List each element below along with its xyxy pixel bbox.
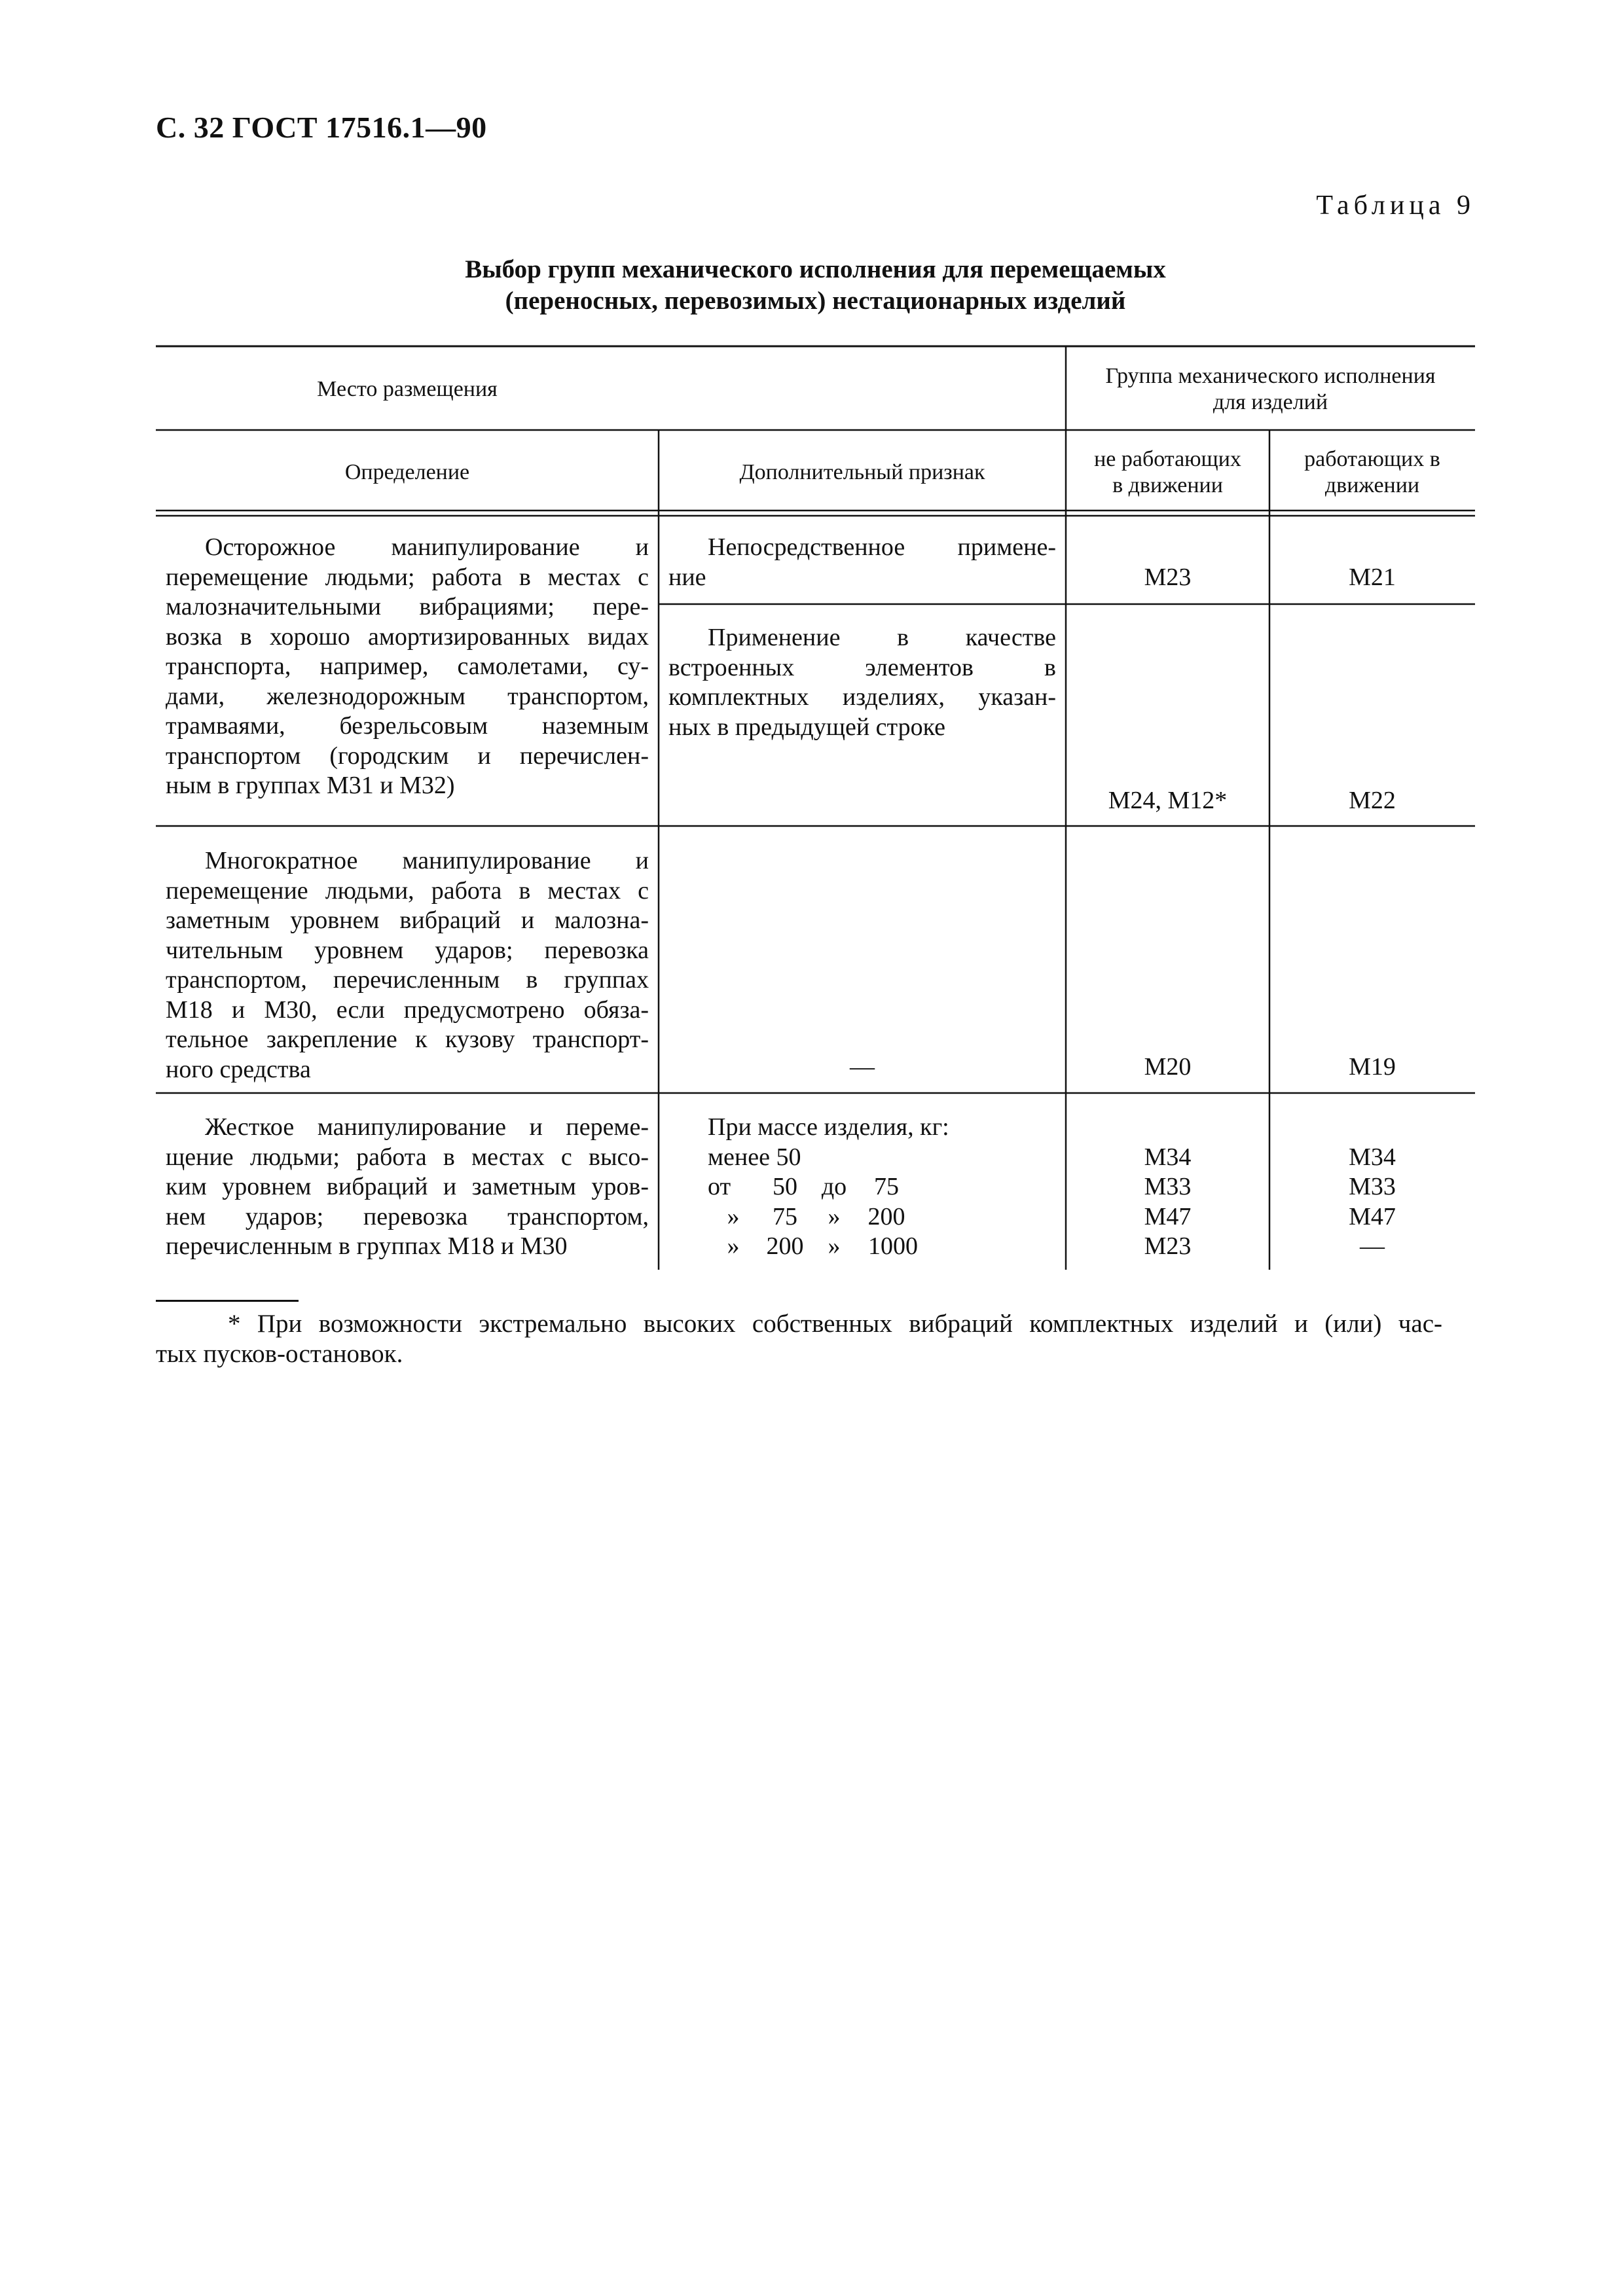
- row1-definition-line: перемещение людьми; работа в местах с: [166, 563, 649, 591]
- mass-range-to: 200: [867, 1202, 905, 1230]
- row1-definition-line: малозначительными вибрациями; пере-: [166, 593, 649, 620]
- row1-definition-line: возка в хорошо амортизированных видах: [166, 622, 649, 651]
- table-label: Таблица 9: [1316, 190, 1475, 221]
- row1-sub2-additional-line: встроенных элементов в: [668, 653, 1056, 681]
- row2-definition-line: Многократное манипулирование и: [205, 847, 649, 874]
- row3-definition-line: Жесткое манипулирование и переме-: [205, 1113, 649, 1141]
- row1-definition-line: транспортом (городским и перечислен-: [166, 742, 649, 770]
- page-header: С. 32 ГОСТ 17516.1—90: [156, 111, 487, 144]
- header-moving-line: движении: [1324, 473, 1420, 497]
- header-not-moving: [1066, 446, 1269, 499]
- mass-range-prefix: от: [708, 1173, 731, 1200]
- row2-definition-line: тельное закрепление к кузову транспорт-: [166, 1026, 649, 1053]
- mass-range-to: 75: [874, 1173, 899, 1200]
- row1-definition-line: транспорта, например, самолетами, су-: [166, 653, 649, 680]
- row2-not-moving: М20: [1144, 1053, 1192, 1081]
- row3-definition-line: нем ударов; перевозка транспортом,: [166, 1202, 649, 1230]
- mass-range-to-word: »: [828, 1232, 841, 1260]
- footnote-line: * При возможности экстремально высоких собственных вибраций комплектных изделий и (или) час-: [228, 1310, 1442, 1338]
- row3-definition-line: щение людьми; работа в местах с высо-: [166, 1143, 649, 1171]
- row3-moving-value: М47: [1349, 1202, 1396, 1230]
- mass-range-row: [708, 1172, 1061, 1202]
- row2-definition-line: транспортом, перечисленным в группах: [166, 966, 649, 994]
- row1-sub2-not-moving: М24, М12*: [1108, 787, 1228, 814]
- table-title-line: (переносных, перевозимых) нестационарных изделий: [505, 287, 1126, 315]
- row3-moving: [1269, 1143, 1475, 1262]
- mass-range-to-word: до: [821, 1173, 847, 1200]
- header-moving-line: работающих в: [1304, 447, 1440, 471]
- header-group: [1066, 363, 1475, 416]
- header-moving: [1269, 446, 1475, 499]
- row1-definition: [166, 533, 649, 801]
- footnote: [156, 1309, 1442, 1369]
- row3-moving-value: М34: [1349, 1143, 1396, 1171]
- row3-moving-value: М33: [1349, 1173, 1396, 1200]
- header-placement: Место размещения: [317, 377, 498, 401]
- row1-sub1-additional: [668, 533, 1056, 592]
- row1-sub2-additional: [668, 623, 1056, 742]
- row1-definition-line: ным в группах М31 и М32): [166, 772, 455, 799]
- row1-definition-line: дами, железнодорожным транспортом,: [166, 682, 649, 710]
- mass-range-prefix: »: [727, 1232, 740, 1260]
- row3-not-moving-value: М47: [1144, 1202, 1192, 1230]
- row3-additional: [708, 1113, 1061, 1262]
- header-group-line: для изделий: [1213, 390, 1328, 414]
- row1-sub2-moving: М22: [1349, 787, 1396, 814]
- table-title-line: Выбор групп механического исполнения для перемещаемых: [465, 255, 1166, 283]
- row3-not-moving-value: М33: [1144, 1173, 1192, 1200]
- row1-sub2-additional-line: Применение в качестве: [708, 624, 1056, 651]
- header-group-line: Группа механического исполнения: [1105, 364, 1436, 388]
- mass-range-prefix: менее 50: [708, 1143, 801, 1171]
- row1-definition-line: трамваями, безрельсовым наземным: [166, 712, 649, 740]
- row1-sub1-not-moving: М23: [1144, 564, 1192, 591]
- footnote-line: тых пусков-остановок.: [156, 1340, 403, 1368]
- row2-definition: [166, 846, 649, 1085]
- row1-definition-line: Осторожное манипулирование и: [205, 533, 649, 561]
- row3-mass-header: При массе изделия, кг:: [708, 1113, 949, 1141]
- mass-range-row: [708, 1202, 1061, 1232]
- header-not-moving-line: в движении: [1112, 473, 1223, 497]
- mass-range-prefix: »: [727, 1202, 740, 1230]
- row2-definition-line: заметным уровнем вибраций и малозна-: [166, 906, 649, 934]
- header-additional: Дополнительный признак: [739, 460, 985, 484]
- mass-range-from: 50: [773, 1173, 797, 1200]
- row1-sub2-additional-line: комплектных изделиях, указан-: [668, 683, 1056, 711]
- footnote-separator: [156, 1300, 299, 1302]
- header-not-moving-line: не работающих: [1094, 447, 1241, 471]
- row3-definition: [166, 1113, 649, 1262]
- row1-sub1-additional-line: Непосредственное примене-: [708, 533, 1056, 561]
- row2-definition-line: ного средства: [166, 1055, 311, 1083]
- row1-sub2-additional-line: ных в предыдущей строке: [668, 713, 945, 741]
- mass-range-from: 75: [773, 1202, 797, 1230]
- header-definition: Определение: [344, 460, 470, 484]
- row3-definition-line: ким уровнем вибраций и заметным уров-: [166, 1173, 649, 1200]
- row2-definition-line: перемещение людьми, работа в местах с: [166, 876, 649, 905]
- row3-definition-line: перечисленным в группах М18 и М30: [166, 1232, 568, 1260]
- row1-sub1-additional-line: ние: [668, 563, 706, 591]
- row2-definition-line: чительным уровнем ударов; перевозка: [166, 936, 649, 964]
- row3-not-moving-value: М23: [1144, 1232, 1192, 1260]
- row3-not-moving-value: М34: [1144, 1143, 1192, 1171]
- mass-range-to: 1000: [868, 1232, 918, 1260]
- mass-range-to-word: »: [828, 1202, 841, 1230]
- row2-additional: —: [850, 1053, 875, 1081]
- mass-range-from: 200: [766, 1232, 804, 1260]
- row2-moving: М19: [1349, 1053, 1396, 1081]
- row1-sub1-moving: М21: [1349, 564, 1396, 591]
- row2-definition-line: М18 и М30, если предусмотрено обяза-: [166, 996, 649, 1024]
- row3-not-moving: [1066, 1143, 1269, 1262]
- mass-range-row: [708, 1143, 1061, 1173]
- row3-moving-value: —: [1360, 1232, 1385, 1260]
- mass-range-row: [708, 1232, 1061, 1262]
